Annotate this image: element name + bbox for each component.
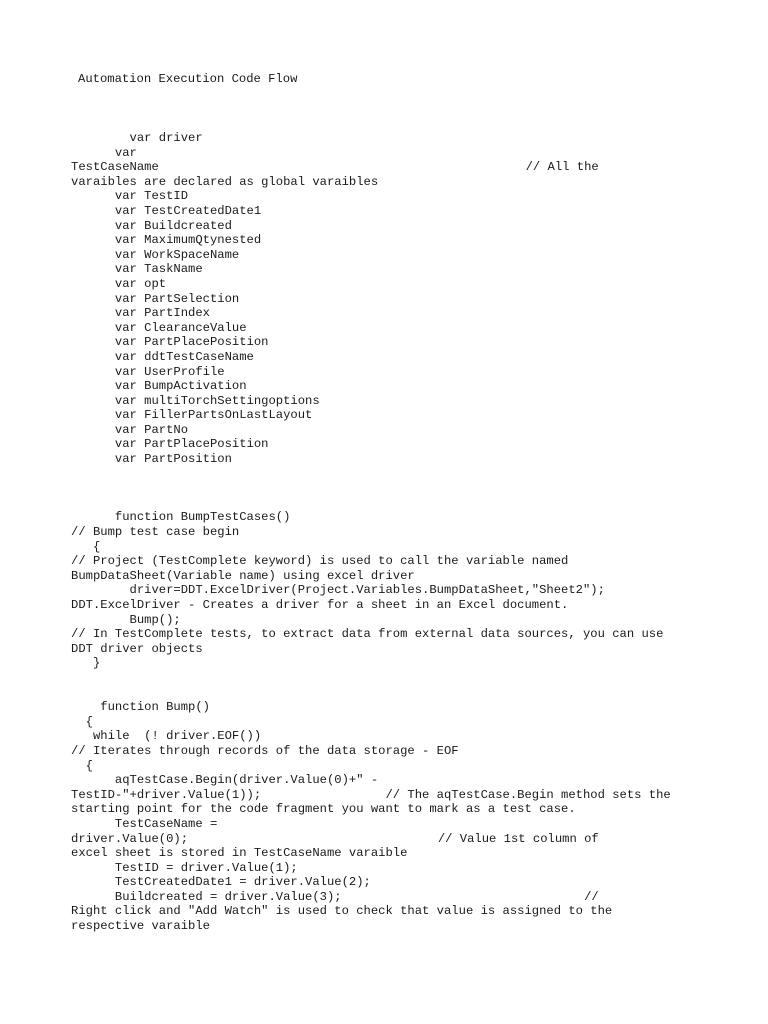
code-block — [71, 131, 671, 934]
code-line: varaibles are declared as global varaibles — [71, 174, 379, 189]
code-line: var BumpActivation — [71, 379, 247, 394]
code-line: // Project (TestComplete keyword) is used to call the variable named — [71, 554, 569, 569]
code-line: starting point for the code fragment you want to mark as a test case. — [71, 802, 576, 817]
code-line: } — [71, 656, 101, 671]
blank-line — [71, 467, 671, 482]
code-line-with-comment — [71, 832, 671, 847]
code-line: var opt — [71, 276, 167, 291]
code-line: aqTestCase.Begin(driver.Value(0)+" - — [71, 773, 379, 788]
code-line: var WorkSpaceName — [71, 247, 240, 262]
code-line: DDT.ExcelDriver - Creates a driver for a sheet in an Excel document. — [71, 598, 569, 612]
code-line: var Buildcreated — [71, 218, 232, 233]
blank-line — [71, 481, 671, 496]
code-line: driver=DDT.ExcelDriver(Project.Variables.BumpDataSheet,"Sheet2"); — [71, 583, 605, 598]
code-line: { — [71, 758, 93, 773]
code-line: function BumpTestCases() — [71, 510, 291, 525]
code-line: BumpDataSheet(Variable name) using excel driver — [71, 568, 415, 583]
code-line: Right click and "Add Watch" is used to check that value is assigned to the — [71, 904, 613, 919]
code-line: var UserProfile — [71, 364, 225, 379]
inline-comment: // Value 1st column of — [437, 831, 599, 846]
code-line: var FillerPartsOnLastLayout — [71, 408, 313, 423]
code-line: TestCreatedDate1 = driver.Value(2); — [71, 875, 371, 890]
code-line-with-comment — [71, 160, 671, 175]
code-line: // In TestComplete tests, to extract data from external data sources, you can use — [71, 627, 664, 642]
code-line-with-comment — [71, 890, 671, 905]
code-line: var PartSelection — [71, 291, 240, 306]
code-line: while (! driver.EOF()) — [71, 729, 262, 744]
code-line: var PartPosition — [71, 452, 232, 467]
code-line: var ddtTestCaseName — [71, 349, 254, 364]
code-line: function Bump() — [71, 700, 210, 715]
code-line: TestID-"+driver.Value(1)); // The aqTestCase.Begin method sets the — [71, 787, 671, 802]
code-line-text: Buildcreated = driver.Value(3); — [71, 889, 342, 904]
code-line: var TestID — [71, 189, 189, 204]
code-line: Bump(); — [71, 612, 181, 627]
code-line: // Iterates through records of the data storage - EOF — [71, 743, 459, 758]
code-line: TestCaseName = — [71, 816, 218, 831]
code-line: var multiTorchSettingoptions — [71, 393, 320, 408]
code-line: TestID = driver.Value(1); — [71, 860, 298, 875]
code-line-text: driver.Value(0); — [71, 831, 189, 846]
code-line: respective varaible — [71, 919, 210, 934]
blank-line — [71, 686, 671, 701]
code-line: // Bump test case begin — [71, 525, 240, 540]
code-line: var PartPlacePosition — [71, 335, 269, 350]
inline-comment: // — [584, 889, 599, 904]
code-line: DDT driver objects — [71, 641, 203, 656]
code-line: var TaskName — [71, 262, 203, 277]
page-title: Automation Execution Code Flow — [78, 72, 298, 86]
code-line: var driver — [71, 131, 203, 145]
code-line: var TestCreatedDate1 — [71, 203, 262, 218]
code-line: var PartIndex — [71, 306, 210, 321]
code-line: var PartPlacePosition — [71, 437, 269, 452]
code-line: { — [71, 714, 93, 729]
code-line: var MaximumQtynested — [71, 233, 262, 248]
code-line: excel sheet is stored in TestCaseName varaible — [71, 846, 408, 861]
code-line: var PartNo — [71, 422, 189, 437]
code-line: var — [71, 145, 137, 160]
blank-line — [71, 496, 671, 511]
blank-line — [71, 671, 671, 686]
code-line-text: TestCaseName — [71, 160, 159, 175]
code-line: var ClearanceValue — [71, 320, 247, 335]
code-line: { — [71, 539, 101, 554]
inline-comment: // All the — [525, 160, 599, 175]
